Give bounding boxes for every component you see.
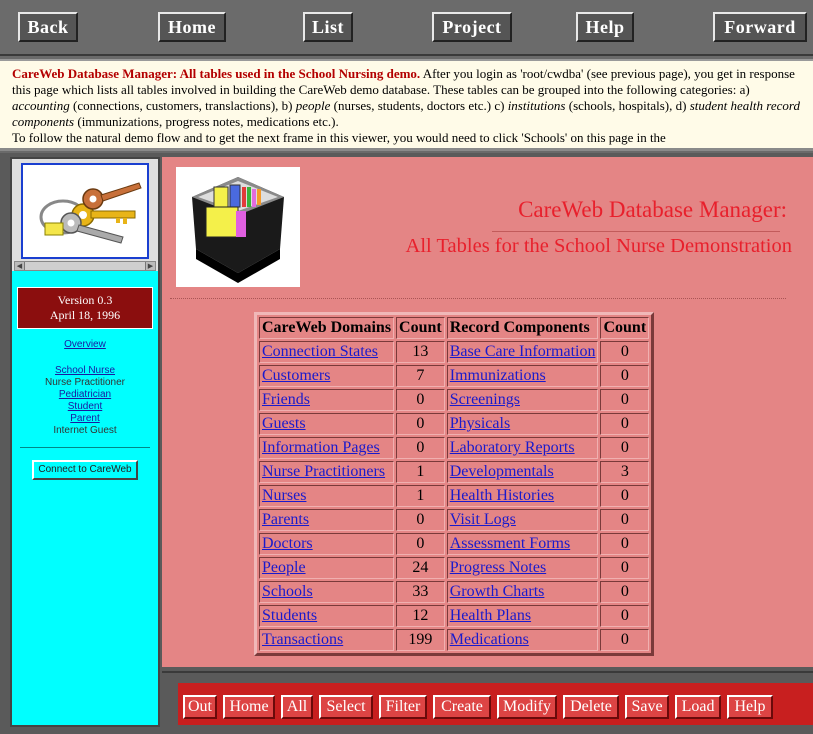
component-count: 0: [600, 413, 649, 435]
domain-link[interactable]: Connection States: [259, 341, 394, 363]
section-divider: [170, 298, 786, 299]
table-row: [259, 341, 649, 363]
record-component-link[interactable]: Base Care Information: [447, 341, 599, 363]
delete-button[interactable]: Delete: [563, 695, 619, 719]
nurse-practitioner-label: Nurse Practitioner: [44, 377, 126, 388]
description-heading: CareWeb Database Manager: All tables used in the School Nursing demo.: [12, 66, 421, 81]
header-record-components: Record Components: [447, 317, 599, 339]
back-button[interactable]: Back: [18, 12, 78, 42]
domain-count: 7: [396, 365, 445, 387]
domain-link[interactable]: Schools: [259, 581, 394, 603]
description-people: people: [295, 98, 331, 113]
domain-link[interactable]: Information Pages: [259, 437, 394, 459]
table-row: [259, 365, 649, 387]
forward-button[interactable]: Forward: [713, 12, 807, 42]
component-count: 0: [600, 629, 649, 651]
domain-count: 1: [396, 485, 445, 507]
record-component-link[interactable]: Health Histories: [447, 485, 599, 507]
component-count: 0: [600, 365, 649, 387]
domain-count: 0: [396, 389, 445, 411]
record-component-link[interactable]: Physicals: [447, 413, 599, 435]
description-text: (schools, hospitals), d): [565, 98, 690, 113]
help-toolbar-button[interactable]: Help: [727, 695, 773, 719]
table-header-row: [259, 317, 649, 339]
header-count: Count: [600, 317, 649, 339]
table-row: [259, 629, 649, 651]
domain-link[interactable]: Parents: [259, 509, 394, 531]
domain-link[interactable]: Doctors: [259, 533, 394, 555]
domain-link[interactable]: Nurses: [259, 485, 394, 507]
domain-count: 13: [396, 341, 445, 363]
component-count: 0: [600, 341, 649, 363]
load-button[interactable]: Load: [675, 695, 721, 719]
page-title-line1: CareWeb Database Manager:: [518, 197, 787, 222]
description-components: student health record components: [12, 98, 800, 129]
keys-logo: [21, 163, 149, 259]
parent-link[interactable]: Parent: [70, 413, 100, 424]
table-row: [259, 557, 649, 579]
title-divider: [492, 231, 780, 232]
overview-link[interactable]: Overview: [64, 339, 106, 350]
table-body: [259, 341, 649, 651]
header-careweb-domains: CareWeb Domains: [259, 317, 394, 339]
domain-link[interactable]: Guests: [259, 413, 394, 435]
header-count: Count: [396, 317, 445, 339]
domain-link[interactable]: Transactions: [259, 629, 394, 651]
table-row: [259, 461, 649, 483]
tables-list: [257, 315, 651, 653]
record-component-link[interactable]: Visit Logs: [447, 509, 599, 531]
description-text: (nurses, students, doctors etc.) c): [330, 98, 508, 113]
tables-grid: [254, 312, 654, 656]
table-row: [259, 581, 649, 603]
domain-count: 12: [396, 605, 445, 627]
table-row: [259, 437, 649, 459]
internet-guest-label: Internet Guest: [53, 425, 117, 436]
list-button[interactable]: List: [303, 12, 353, 42]
out-button[interactable]: Out: [183, 695, 217, 719]
description-text: To follow the natural demo flow and to get the next frame in this viewer, you would need to click 'Schools' on this page in the: [12, 130, 666, 145]
component-count: 0: [600, 437, 649, 459]
table-row: [259, 389, 649, 411]
component-count: 0: [600, 581, 649, 603]
keys-icon: [23, 165, 147, 257]
domain-link[interactable]: Students: [259, 605, 394, 627]
project-button[interactable]: Project: [432, 12, 512, 42]
description-panel: [0, 59, 813, 151]
domain-link[interactable]: People: [259, 557, 394, 579]
table-row: [259, 485, 649, 507]
domain-count: 1: [396, 461, 445, 483]
nav-divider: [20, 447, 150, 448]
left-frame: [10, 157, 160, 727]
component-count: 0: [600, 509, 649, 531]
version-date: April 18, 1996: [49, 308, 121, 322]
chest-icon: [176, 167, 300, 287]
domain-count: 33: [396, 581, 445, 603]
version-box: [17, 287, 153, 329]
create-button[interactable]: Create: [433, 695, 491, 719]
select-button[interactable]: Select: [319, 695, 373, 719]
component-count: 0: [600, 485, 649, 507]
record-component-link[interactable]: Medications: [447, 629, 599, 651]
table-row: [259, 413, 649, 435]
record-component-link[interactable]: Laboratory Reports: [447, 437, 599, 459]
domain-count: 0: [396, 437, 445, 459]
all-button[interactable]: All: [281, 695, 313, 719]
domain-count: 24: [396, 557, 445, 579]
domain-link[interactable]: Friends: [259, 389, 394, 411]
domain-count: 199: [396, 629, 445, 651]
table-row: [259, 605, 649, 627]
domain-count: 0: [396, 413, 445, 435]
component-count: 0: [600, 533, 649, 555]
modify-button[interactable]: Modify: [497, 695, 557, 719]
domain-link[interactable]: Nurse Practitioners: [259, 461, 394, 483]
database-chest-image: [176, 167, 300, 287]
description-accounting: accounting: [12, 98, 70, 113]
page-title-line2: All Tables for the School Nurse Demonstration: [405, 235, 792, 257]
frameset: [0, 153, 813, 734]
table-row: [259, 509, 649, 531]
description-text: After you login as 'root/cwdba' (see previous page), you get in response this page which lists all tables involved in building the CareWeb demo database. These tables can be grouped into the following categories: a): [12, 66, 795, 97]
component-count: 0: [600, 389, 649, 411]
version-label: Version 0.3: [57, 293, 113, 307]
description-institutions: institutions: [507, 98, 566, 113]
left-navigation: [12, 339, 158, 480]
home-button[interactable]: Home: [158, 12, 226, 42]
record-component-link[interactable]: Assessment Forms: [447, 533, 599, 555]
student-link[interactable]: Student: [67, 401, 103, 412]
record-component-link[interactable]: Screenings: [447, 389, 599, 411]
bottom-frame: [162, 671, 813, 729]
domain-count: 0: [396, 533, 445, 555]
logo-area: [12, 159, 158, 271]
domain-count: 0: [396, 509, 445, 531]
help-button[interactable]: Help: [576, 12, 634, 42]
record-component-link[interactable]: Developmentals: [447, 461, 599, 483]
main-frame: [162, 157, 813, 667]
save-button[interactable]: Save: [625, 695, 669, 719]
connect-to-careweb-button[interactable]: Connect to CareWeb: [32, 460, 137, 480]
record-component-link[interactable]: Health Plans: [447, 605, 599, 627]
domain-link[interactable]: Customers: [259, 365, 394, 387]
description-text: (immunizations, progress notes, medications etc.).: [74, 114, 339, 129]
scroll-right-icon[interactable]: ▶: [145, 262, 155, 270]
home-toolbar-button[interactable]: Home: [223, 695, 275, 719]
filter-button[interactable]: Filter: [379, 695, 427, 719]
horizontal-scrollbar[interactable]: [14, 261, 156, 271]
top-navigation-bar: [0, 0, 813, 56]
component-count: 3: [600, 461, 649, 483]
component-count: 0: [600, 557, 649, 579]
action-toolbar: [178, 683, 813, 725]
record-component-link[interactable]: Growth Charts: [447, 581, 599, 603]
description-text: (connections, customers, translactions), b): [69, 98, 296, 113]
pediatrician-link[interactable]: Pediatrician: [58, 389, 112, 400]
table-row: [259, 533, 649, 555]
record-component-link[interactable]: Progress Notes: [447, 557, 599, 579]
school-nurse-link[interactable]: School Nurse: [54, 365, 116, 376]
scroll-left-icon[interactable]: ◀: [15, 262, 25, 270]
component-count: 0: [600, 605, 649, 627]
record-component-link[interactable]: Immunizations: [447, 365, 599, 387]
